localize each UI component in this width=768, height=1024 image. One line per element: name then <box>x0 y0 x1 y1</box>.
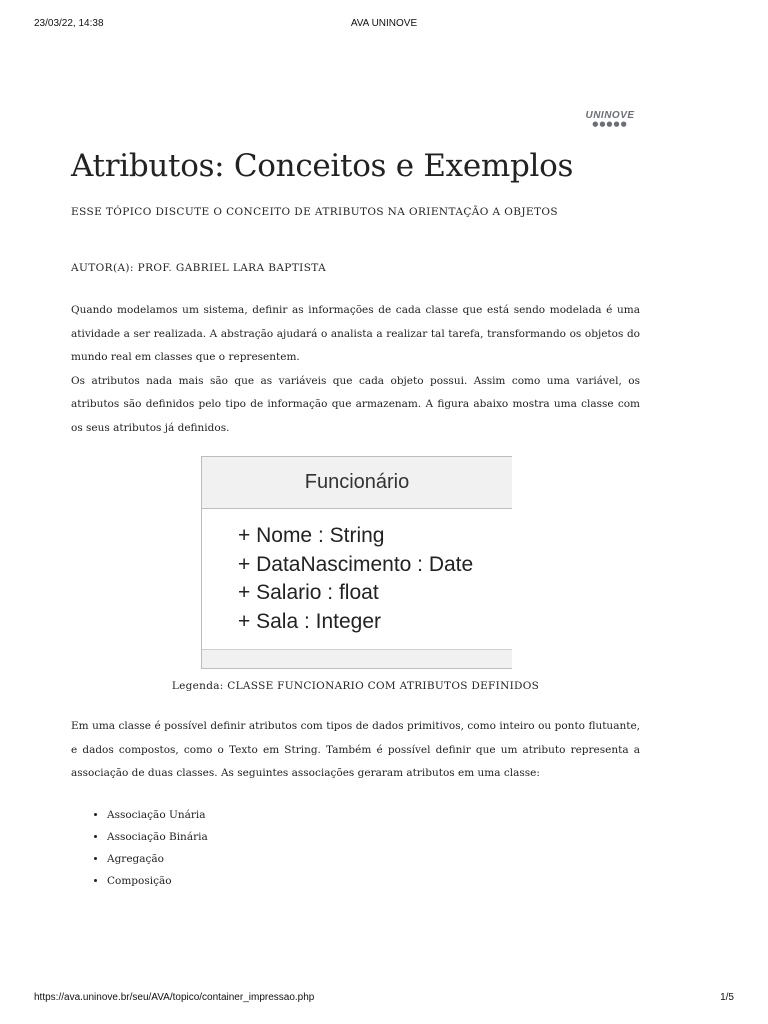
paragraph-attributes: Os atributos nada mais são que as variáveis que cada objeto possui. Assim como uma variável, os atributos são definidos pelo tipo de informação que armazenam. A figura abaixo mostra uma classe com os seus atributos já definidos. <box>71 374 640 434</box>
print-header <box>34 18 734 32</box>
association-list <box>71 804 640 892</box>
uml-class-name: Funcionário <box>202 457 512 509</box>
logo-text: UNINOVE <box>585 110 635 121</box>
print-url: https://ava.uninove.br/seu/AVA/topico/container_impressao.php <box>34 992 315 1003</box>
print-footer <box>34 992 734 1006</box>
paragraph-intro: Quando modelamos um sistema, definir as informações de cada classe que está sendo modelada é uma atividade a ser realizada. A abstração ajudará o analista a realizar tal tarefa, transformando os objetos do mundo real em classes que o representem. <box>71 304 640 363</box>
uninove-logo <box>584 110 636 128</box>
uml-attribute: + Salario : float <box>238 581 379 604</box>
logo-dots: ●●●●● <box>592 120 628 128</box>
page-number: 1/5 <box>720 992 734 1003</box>
article <box>71 142 640 892</box>
uml-attribute-list <box>202 509 512 636</box>
uml-attribute: + Sala : Integer <box>238 609 382 633</box>
page-title: Atributos: Conceitos e Exemplos <box>71 148 574 184</box>
print-datetime: 23/03/22, 14:38 <box>34 18 104 29</box>
print-site-title: AVA UNINOVE <box>350 18 418 29</box>
uml-attribute: + Nome : String <box>238 524 385 547</box>
list-item: • Composição <box>107 870 640 892</box>
list-item: • Associação Binária <box>107 826 640 848</box>
page-subtitle: ESSE TÓPICO DISCUTE O CONCEITO DE ATRIBUTOS NA ORIENTAÇÃO A OBJETOS <box>71 206 559 218</box>
uml-class-figure <box>201 456 512 669</box>
list-item: • Agregação <box>107 848 640 870</box>
uml-attribute: + DataNascimento : Date <box>238 552 474 576</box>
list-item: • Associação Unária <box>107 804 640 826</box>
author-line: AUTOR(A): PROF. GABRIEL LARA BAPTISTA <box>71 262 327 274</box>
figure-caption: Legenda: CLASSE FUNCIONARIO COM ATRIBUTOS DEFINIDOS <box>171 680 540 692</box>
paragraph-associations: Em uma classe é possível definir atributos com tipos de dados primitivos, como inteiro ou ponto flutuante, e dados compostos, como o Texto em String. Também é possível definir que um atributo representa a associação de duas classes. As seguintes associações geraram atributos em uma classe: <box>71 720 640 779</box>
uml-methods-section <box>202 649 512 668</box>
